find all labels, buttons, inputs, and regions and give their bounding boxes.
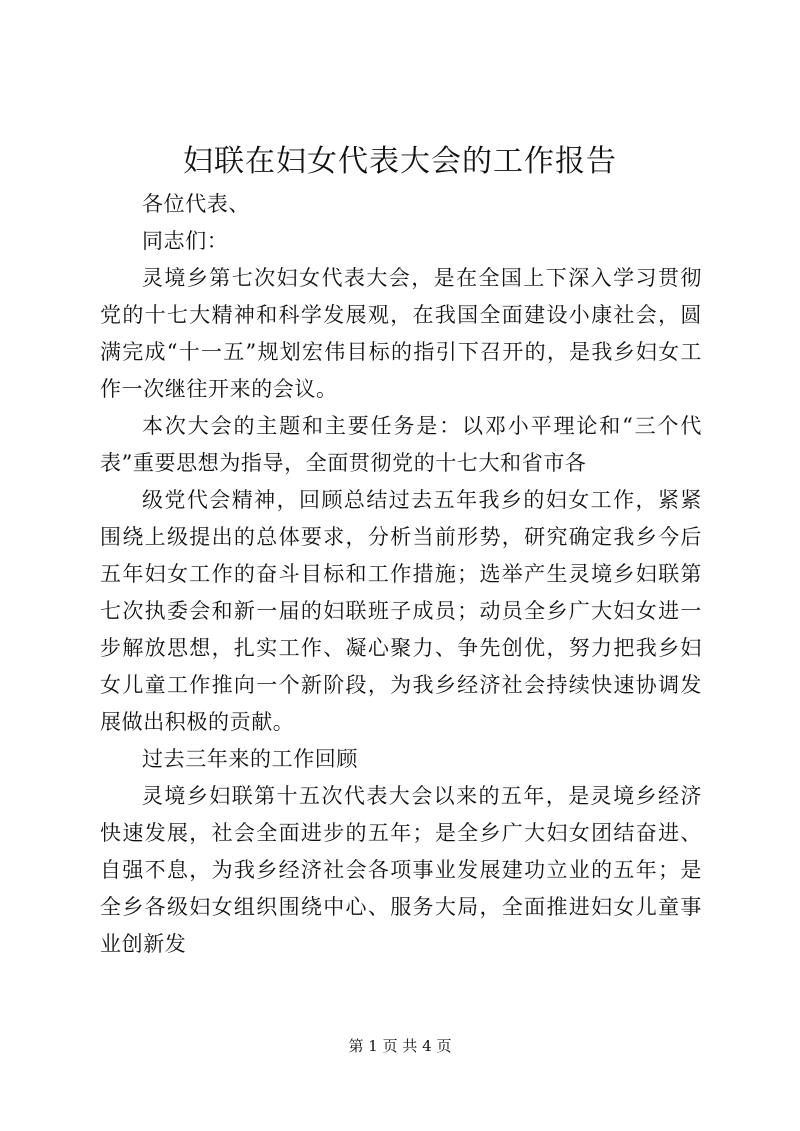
paragraph-salutation-comrades: 同志们： <box>142 229 229 253</box>
paragraph-review: 灵境乡妇联第十五次代表大会以来的五年，是灵境乡经济快速发展，社会全面进步的五年；是全乡广大妇女团结奋进、自强不息，为我乡经济社会各项事业发展建功立业的五年；是全乡各级妇女组织围绕中心、服务大局，全面推进妇女儿童事业创新发 <box>100 784 702 956</box>
page-number-footer: 第 1 页 共 4 页 <box>348 1037 452 1055</box>
paragraph-theme: 本次大会的主题和主要任务是：以邓小平理论和“三个代表”重要思想为指导，全面贯彻党的十七大和省市各 <box>100 414 702 475</box>
document-body <box>100 186 702 963</box>
paragraph-tasks: 级党代会精神，回顾总结过去五年我乡的妇女工作，紧紧围绕上级提出的总体要求，分析当前形势，研究确定我乡今后五年妇女工作的奋斗目标和工作措施；选举产生灵境乡妇联第七次执委会和新一届的妇联班子成员；动员全乡广大妇女进一步解放思想，扎实工作、凝心聚力、争先创优，努力把我乡妇女儿童工作推向一个新阶段，为我乡经济社会持续快速协调发展做出积极的贡献。 <box>100 488 702 734</box>
paragraph-intro: 灵境乡第七次妇女代表大会，是在全国上下深入学习贯彻党的十七大精神和科学发展观，在我国全面建设小康社会，圆满完成“十一五”规划宏伟目标的指引下召开的，是我乡妇女工作一次继往开来的会议。 <box>100 266 702 401</box>
section-heading-review: 过去三年来的工作回顾 <box>142 747 358 771</box>
page-title: 妇联在妇女代表大会的工作报告 <box>183 144 617 179</box>
paragraph-salutation-delegates: 各位代表、 <box>142 192 250 216</box>
